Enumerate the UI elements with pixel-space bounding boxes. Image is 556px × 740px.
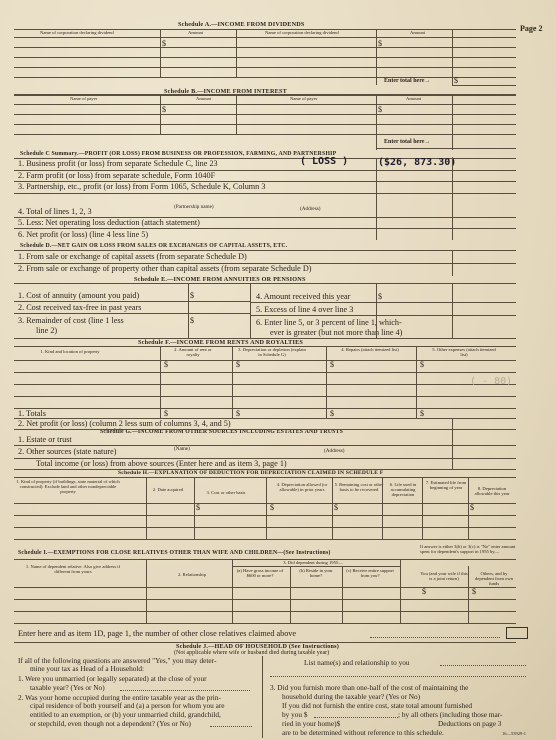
schedule-j-q3h: are to be determined without reference to this schedule. <box>282 728 444 737</box>
schedule-i-col3a: (a) Have gross income of $600 or more? <box>236 568 284 578</box>
schedule-i-col3b: (b) Reside in your home? <box>299 568 333 578</box>
schedule-h-col6: 6. Life used in accumulating depreciation <box>389 482 417 497</box>
schedule-b-title: Schedule B.—INCOME FROM INTEREST <box>164 88 287 95</box>
schedule-i-col3: 3. Did dependent during 1955— <box>283 560 343 565</box>
schedule-f-col3: 3. Depreciation or depletion (explain in Schedule G) <box>238 347 306 357</box>
schedule-i-col4a: You (and your wife if this is a joint return) <box>420 571 468 581</box>
schedule-j-q3g: Deductions on page 3 <box>438 719 502 728</box>
schedule-f-col2: 2. Amount of rent or royalty <box>174 347 212 357</box>
schedule-a-col2: Amount <box>188 30 204 35</box>
schedule-a-col4: Amount <box>410 30 426 35</box>
schedule-f-col5: 5. Other expenses (attach itemized list) <box>432 347 496 357</box>
schedule-g-line2: 2. Other sources (state nature) <box>18 447 117 456</box>
schedule-g-title: Schedule G.—INCOME FROM OTHER SOURCES INCLUDING ESTATES AND TRUSTS <box>100 429 344 435</box>
schedule-f-net: 2. Net profit (or loss) (column 2 less sum of columns 3, 4, and 5) <box>18 419 231 428</box>
schedule-b-total-label: Enter total here→ <box>384 139 431 145</box>
schedule-i-col4b: Others, and by dependent from own funds <box>474 571 513 586</box>
schedule-j-q3d: by you $ <box>282 710 308 719</box>
form-number: 16—53929-1 <box>502 731 526 736</box>
schedule-j-q3c: If you did not furnish the entire cost, state total amount furnished <box>282 701 473 710</box>
schedule-g-total: Total income (or loss) from above sources (Enter here and as item 3, page 1) <box>36 459 287 468</box>
page-number: Page 2 <box>520 24 543 33</box>
schedule-g-line1: 1. Estate or trust <box>18 435 72 444</box>
schedule-c-line5: 5. Less: Net operating loss deduction (attach statement) <box>18 218 200 227</box>
schedule-j-intro1: If all of the following questions are answered "Yes," you may deter- <box>18 656 217 665</box>
schedule-a-col3: Name of corporation declaring dividend <box>265 30 339 35</box>
schedule-j-subtitle: (Not applicable where wife or husband died during taxable year) <box>174 650 330 656</box>
schedule-e-title: Schedule E.—INCOME FROM ANNUITIES OR PENSIONS <box>134 276 306 283</box>
schedule-h-col3: 3. Cost or other basis <box>206 490 246 495</box>
schedule-i-col3c: (c) Receive entire support from you? <box>346 568 394 578</box>
schedule-j-q3e: ; by all others (including those mar- <box>398 710 503 719</box>
schedule-f-title: Schedule F.—INCOME FROM RENTS AND ROYALTIES <box>138 339 304 346</box>
schedule-h-title: Schedule H.—EXPLANATION OF DEDUCTION FOR DEPRECIATION CLAIMED IN SCHEDULE F <box>118 470 384 476</box>
schedule-e-line4: 4. Amount received this year <box>256 292 351 301</box>
schedule-i-title: Schedule I.—EXEMPTIONS FOR CLOSE RELATIVES OTHER THAN WIFE AND CHILDREN—(See Instructions) <box>18 550 331 556</box>
schedule-f-col4: 4. Repairs (attach itemized list) <box>341 347 399 352</box>
schedule-j-q1b: taxable year? (Yes or No) <box>30 683 105 692</box>
schedule-b-col2: Amount <box>196 96 212 101</box>
schedule-j-q2c: entitled to an exemption, or (b) your unmarried child, grandchild, <box>30 710 221 719</box>
schedule-c-line2: 2. Farm profit (or loss) from separate schedule, Form 1040F <box>18 171 216 180</box>
schedule-c-line1-amount: ($26, 873.30) <box>378 157 457 168</box>
schedule-h-col1: 1. Kind of property (if buildings, state material of which constructed). Exclude land and other nondepreciable property <box>16 479 120 494</box>
schedule-h-col7: 7. Estimated life from beginning of year <box>425 480 467 490</box>
schedule-e-line3b: line 2) <box>36 326 58 335</box>
schedule-j-q3a: 3. Did you furnish more than one-half of the cost of maintaining the <box>270 683 469 692</box>
schedule-e-line2: 2. Cost received tax-free in past years <box>18 303 142 312</box>
schedule-e-line6b: ever is greater (but not more than line 4) <box>270 328 403 337</box>
schedule-c-address: (Address) <box>300 206 321 212</box>
schedule-e-line6a: 6. Enter line 5, or 3 percent of line 1, which- <box>256 318 402 327</box>
schedule-j-q2b: cipal residence of both yourself and (a) a person for whom you are <box>30 701 225 710</box>
schedule-d-title: Schedule D.—NET GAIN OR LOSS FROM SALES OR EXCHANGES OF CAPITAL ASSETS, ETC. <box>20 243 288 249</box>
schedule-j-q2a: 2. Was your home occupied during the entire taxable year as the prin- <box>18 693 221 702</box>
schedule-b-col3: Name of payer <box>290 96 318 101</box>
schedule-c-line6: 6. Net profit (or loss) (line 4 less line 5) <box>18 230 149 239</box>
schedule-h-col4: 4. Depreciation allowed (or allowable) in prior years <box>276 482 328 492</box>
schedule-b-col4: Amount <box>406 96 422 101</box>
schedule-j-q3f: ried in your home)$ <box>282 719 341 728</box>
schedule-j-title: Schedule J.—HEAD OF HOUSEHOLD (See Instructions) <box>176 643 340 650</box>
schedule-j-q3b: household during the taxable year? (Yes or No) <box>282 692 421 701</box>
schedule-h-col8: 8. Depreciation allowable this year <box>474 486 510 496</box>
schedule-c-line4: 4. Total of lines 1, 2, 3 <box>18 207 92 216</box>
schedule-i-enter-line: Enter here and as item 1D, page 1, the number of other close relatives claimed above <box>18 629 297 638</box>
schedule-c-line1-loss-note: ( LOSS ) <box>300 156 349 167</box>
schedule-f-totals: 1. Totals <box>18 409 46 418</box>
schedule-g-address: (Address) <box>324 448 345 454</box>
tax-form-page-2: Page 2 Schedule A.—INCOME FROM DIVIDENDS Name of corporation declaring dividend Amount Name of corporation declaring dividend Amount $ $ Enter total here→ $ Schedule B.—INCOME FROM INTEREST Name of payer Amount Name of payer Amount $ $ Enter total here→ Schedule C Summary.—PROFIT (OR LOSS) FROM BUSINESS OR PROFESSION, FARMING, AND PARTNERSHIP 1. Business profit (or loss) from separate Schedule C, line 23 ( LOSS ) ($26, 873.30) 2. Farm profit (or loss) from separate schedule, Form 1040F 3. Partnership, etc., profit (or loss) from Form 1065, Schedule K, Column 3 (Partnership name) (Address) 4. Total of lines 1, 2, 3 5. Less: Net operating loss deduction (attach statement) 6. Net profit (or loss) (line 4 less line 5) Schedule D.—NET GAIN OR LOSS FROM SALES OR EXCHANGES OF CAPITAL ASSETS, ETC. 1. From sale or exchange of capital assets (from separate Schedule D) 2. From sale or exchange of property other than capital assets (from separate Schedule D) Schedule E.—INCOME FROM ANNUITIES OR PENSIONS 1. Cost of annuity (amount you paid) $ 2. Cost received tax-free in past years 3. Remainder of cost (line 1 less $ line 2) 4. Amount received this year 5. Excess of line 4 over line 3 6. Enter line 5, or 3 percent of line 1, which- ever is greater (but not more than line 4) $ Schedule F.—INCOME FROM RENTS AND ROYALTIES 1. Kind and location of property 2. Amount of rent or royalty 3. Depreciation or depletion (explain in Schedule G) 4. Repairs (attach itemized list) 5. Other expenses (attach itemized list) $ $ $ $ ( - 80) 1. Totals $ $ $ $ 2. Net profit (or loss) (column 2 less sum of columns 3, 4, and 5) Schedule G.—INCOME FROM OTHER SOURCES INCLUDING ESTATES AND TRUSTS 1. Estate or trust (Name) (Address) 2. Other sources (state nature) Total income (or loss) from above sources (Enter here and as item 3, page 1) Schedule H.—EXPLANATION OF DEDUCTION FOR DEPRECIATION CLAIMED IN SCHEDULE F 1. Kind of property (if buildings, state material of which constructed). Exclude land and other nondepreciable property 2. Date acquired 3. Cost or other basis 4. Depreciation allowed (or allowable) in prior years 5. Remaining cost or other basis to be recovered 6. Life used in accumulating depreciation 7. Estimated life from beginning of year 8. Depreciation allowable this year $ $ $ $ Schedule I.—EXEMPTIONS FOR CLOSE RELATIVES OTHER THAN WIFE AND CHILDREN—(See Instructions) If answer is either 3(b) or 3(c) is "No" enter amount spent for dependent's support in 1955 by— 1. Name of dependent relative. Also give address if different from yours 2. Relationship 3. Did dependent during 1955— (a) Have gross income of $600 or more? (b) Reside in your home? (c) Receive entire support from you? You (and your wife if this is a joint return) Others, and by dependent from own funds $ $ Enter here and as item 1D, page 1, the number of other close relatives claimed above Schedule J.—HEAD OF HOUSEHOLD (See Instructions) (Not applicable where wife or husband died during taxable year) If all of the following questions are answered "Yes," you may deter- mine your tax as Head of a Household: 1. Were you unmarried (or legally separated) at the close of your taxable year? (Yes or No) 2. Was your home occupied during the entire taxable year as the prin- cipal residence of both yourself and (a) a person for whom you are entitled to an exemption, or (b) your unmarried child, grandchild, or stepchild, even though not a dependent? (Yes or No) List name(s) and relationship to you 3. Did you furnish more than one-half of the cost of maintaining the household during the taxable year? (Yes or No) If you did not furnish the entire cost, state total amount furnished by you $ ; by all others (including those mar- ried in your home)$ Deductions on page 3 are to be determined without reference to this schedule. 16—53929-1 <box>0 0 556 740</box>
schedule-e-line3a: 3. Remainder of cost (line 1 less <box>18 316 124 325</box>
schedule-c-partnership-name: (Partnership name) <box>174 204 214 210</box>
close-relatives-count-box[interactable] <box>506 627 528 639</box>
schedule-d-line1: 1. From sale or exchange of capital assets (from separate Schedule D) <box>18 252 247 261</box>
schedule-j-intro2: mine your tax as Head of a Household: <box>30 664 145 673</box>
schedule-b-col1: Name of payer <box>70 96 98 101</box>
schedule-c-line1: 1. Business profit (or loss) from separate Schedule C, line 23 <box>18 159 218 168</box>
schedule-i-col2: 2. Relationship <box>178 572 206 577</box>
schedule-a-total-label: Enter total here→ <box>384 78 431 84</box>
schedule-i-col1: 1. Name of dependent relative. Also give address if different from yours <box>25 564 121 574</box>
schedule-g-name: (Name) <box>174 446 190 452</box>
schedule-f-col1: 1. Kind and location of property <box>40 349 100 354</box>
schedule-e-line5: 5. Excess of line 4 over line 3 <box>256 305 354 314</box>
schedule-h-col5: 5. Remaining cost or other basis to be recovered <box>334 482 384 492</box>
schedule-j-q2d: or stepchild, even though not a dependent? (Yes or No) <box>30 719 191 728</box>
schedule-c-line3: 3. Partnership, etc., profit (or loss) from Form 1065, Schedule K, Column 3 <box>18 182 266 191</box>
schedule-h-col2: 2. Date acquired <box>152 487 184 492</box>
schedule-c-title: Schedule C Summary.—PROFIT (OR LOSS) FROM BUSINESS OR PROFESSION, FARMING, AND PARTNERSHIP <box>20 151 337 157</box>
schedule-e-line1: 1. Cost of annuity (amount you paid) <box>18 291 140 300</box>
schedule-j-list-label: List name(s) and relationship to you <box>304 658 410 667</box>
schedule-a-title: Schedule A.—INCOME FROM DIVIDENDS <box>178 21 305 28</box>
faded-stamp: ( - 80) <box>470 376 513 387</box>
schedule-d-line2: 2. From sale or exchange of property other than capital assets (from separate Schedule D) <box>18 264 312 273</box>
schedule-j-q1a: 1. Were you unmarried (or legally separated) at the close of your <box>18 674 207 683</box>
schedule-a-col1: Name of corporation declaring dividend <box>40 30 114 35</box>
schedule-i-note: If answer is either 3(b) or 3(c) is "No" enter amount spent for dependent's support in 1955 by— <box>420 544 516 554</box>
